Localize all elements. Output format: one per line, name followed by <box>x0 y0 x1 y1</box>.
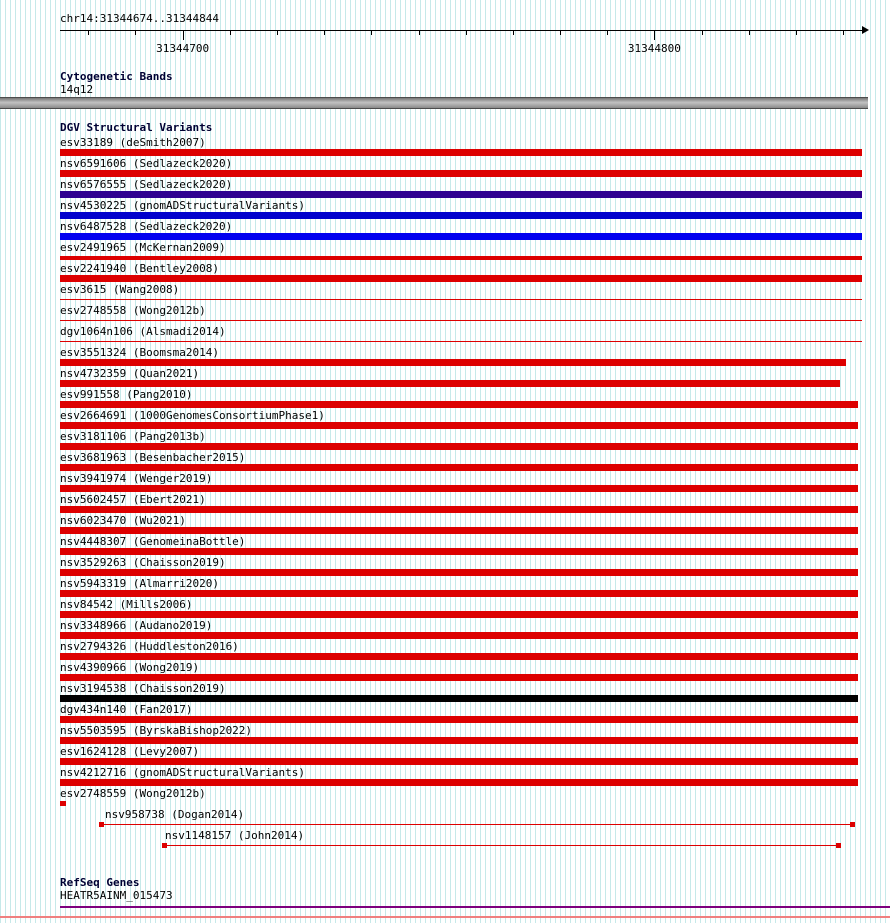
variant-label[interactable]: nsv4530225 (gnomADStructuralVariants) <box>60 199 306 212</box>
variant-row <box>60 745 862 766</box>
variant-bar-track <box>60 737 862 745</box>
variant-bar-track <box>60 191 862 199</box>
variant-label[interactable]: dgv1064n106 (Alsmadi2014) <box>60 325 226 338</box>
variant-bar-track <box>60 401 862 409</box>
variant-label[interactable]: nsv6576555 (Sedlazeck2020) <box>60 178 233 191</box>
breakpoint-marker <box>99 822 104 827</box>
ruler-tick-label: 31344800 <box>627 42 681 55</box>
variant-bar[interactable] <box>60 590 858 597</box>
variant-label[interactable]: esv2748558 (Wong2012b) <box>60 304 206 317</box>
variant-row <box>60 577 862 598</box>
variant-row <box>60 346 862 367</box>
variant-bar-track <box>60 548 862 556</box>
variant-label[interactable]: nsv2794326 (Huddleston2016) <box>60 640 239 653</box>
variant-bar-track <box>60 296 862 304</box>
variant-bar[interactable] <box>60 506 858 513</box>
variant-row <box>60 514 862 535</box>
variant-bar[interactable] <box>60 422 858 429</box>
variant-label[interactable]: esv3615 (Wang2008) <box>60 283 180 296</box>
variant-label[interactable]: nsv5503595 (ByrskaBishop2022) <box>60 724 253 737</box>
variant-row <box>60 493 862 514</box>
variant-bar[interactable] <box>60 569 858 576</box>
breakpoint-marker <box>162 843 167 848</box>
variant-label[interactable]: nsv4390966 (Wong2019) <box>60 661 200 674</box>
variant-bar[interactable] <box>60 359 846 366</box>
variant-label[interactable]: nsv958738 (Dogan2014) <box>105 808 245 821</box>
variant-row <box>60 787 862 808</box>
variant-label[interactable]: nsv5602457 (Ebert2021) <box>60 493 206 506</box>
refseq-track <box>0 876 890 918</box>
variant-row <box>60 766 862 787</box>
variant-bar[interactable] <box>60 464 858 471</box>
breakpoint-marker <box>850 822 855 827</box>
variant-rows <box>60 136 862 850</box>
variant-bar-track <box>60 443 862 451</box>
variant-row <box>60 220 862 241</box>
dgv-title: DGV Structural Variants <box>60 121 213 134</box>
variant-label[interactable]: esv2491965 (McKernan2009) <box>60 241 226 254</box>
variant-bar[interactable] <box>60 320 862 321</box>
gene-line-secondary[interactable] <box>0 916 890 918</box>
variant-row <box>60 304 862 325</box>
variant-label[interactable]: esv2664691 (1000GenomesConsortiumPhase1) <box>60 409 325 422</box>
region-label: chr14:31344674..31344844 <box>60 12 219 25</box>
variant-bar[interactable] <box>60 256 862 260</box>
variant-label[interactable]: nsv3941974 (Wenger2019) <box>60 472 213 485</box>
variant-label[interactable]: esv3181106 (Pang2013b) <box>60 430 206 443</box>
variant-bar[interactable] <box>60 149 862 156</box>
ruler-tick <box>230 31 231 35</box>
variant-bar[interactable] <box>60 191 862 198</box>
variant-bar-track <box>60 611 862 619</box>
variant-bar-track <box>60 674 862 682</box>
variant-row <box>60 157 862 178</box>
variant-bar-track <box>60 275 862 283</box>
variant-bar[interactable] <box>60 758 858 765</box>
ruler-tick <box>371 31 372 35</box>
variant-bar-track <box>60 233 862 241</box>
variant-bar[interactable] <box>60 653 858 660</box>
variant-label[interactable]: esv2241940 (Bentley2008) <box>60 262 219 275</box>
variant-bar-track <box>60 569 862 577</box>
refseq-title: RefSeq Genes <box>60 876 140 889</box>
variant-bar[interactable] <box>60 212 862 219</box>
cytobands-track <box>0 70 890 109</box>
variant-label[interactable]: dgv434n140 (Fan2017) <box>60 703 193 716</box>
ruler-tick <box>513 31 514 35</box>
variant-label[interactable]: nsv3529263 (Chaisson2019) <box>60 556 226 569</box>
variant-bar-track <box>60 779 862 787</box>
variant-bar-track <box>60 758 862 766</box>
variant-bar-track <box>60 632 862 640</box>
ruler-tick <box>796 31 797 35</box>
variant-bar-track <box>60 506 862 514</box>
variant-bar-track <box>60 254 862 262</box>
ruler-tick <box>607 31 608 35</box>
variant-bar[interactable] <box>60 401 858 408</box>
coordinate-ruler <box>60 0 866 64</box>
variant-bar-track <box>60 359 862 367</box>
variant-bar-track <box>60 716 862 724</box>
variant-bar-track <box>60 170 862 178</box>
variant-label[interactable]: nsv5943319 (Almarri2020) <box>60 577 219 590</box>
ruler-tick <box>88 31 89 35</box>
variant-row <box>60 325 862 346</box>
variant-bar-track <box>60 695 862 703</box>
variant-bar-track <box>60 422 862 430</box>
variant-row <box>60 535 862 556</box>
ruler-tick <box>843 31 844 35</box>
variant-label[interactable]: nsv4732359 (Quan2021) <box>60 367 200 380</box>
variant-bar[interactable] <box>100 824 854 825</box>
variant-bar[interactable] <box>60 341 862 342</box>
ruler-line[interactable] <box>60 30 862 64</box>
variant-row <box>60 703 862 724</box>
variant-bar[interactable] <box>60 674 858 681</box>
ruler-tick <box>183 31 184 40</box>
variant-row <box>60 661 862 682</box>
variant-bar[interactable] <box>163 845 840 846</box>
ruler-arrow-icon <box>862 26 869 34</box>
variant-bar-track <box>60 653 862 661</box>
variant-bar-track <box>60 527 862 535</box>
variant-row <box>60 178 862 199</box>
variant-bar[interactable] <box>60 779 858 786</box>
variant-row <box>60 598 862 619</box>
variant-row <box>60 619 862 640</box>
variant-bar[interactable] <box>60 737 858 744</box>
variant-bar-track <box>60 800 862 808</box>
variant-row <box>60 640 862 661</box>
ruler-tick <box>277 31 278 35</box>
ruler-tick <box>702 31 703 35</box>
ruler-tick <box>749 31 750 35</box>
variant-row <box>60 472 862 493</box>
gene-label[interactable]: HEATR5AINM_015473 <box>60 889 173 902</box>
variant-bar[interactable] <box>60 485 858 492</box>
cytoband-bar[interactable] <box>0 97 868 109</box>
gene-line[interactable] <box>60 906 890 908</box>
variant-bar-track <box>60 464 862 472</box>
variant-bar[interactable] <box>60 548 858 555</box>
variant-label[interactable]: nsv84542 (Mills2006) <box>60 598 193 611</box>
variant-bar[interactable] <box>60 443 858 450</box>
variant-row <box>60 367 862 388</box>
variant-label[interactable]: nsv6023470 (Wu2021) <box>60 514 186 527</box>
variant-bar-track <box>60 380 862 388</box>
variant-label[interactable]: esv33189 (deSmith2007) <box>60 136 206 149</box>
variant-bar[interactable] <box>60 632 858 639</box>
variant-bar[interactable] <box>60 170 862 177</box>
variant-row <box>60 808 862 829</box>
variant-label[interactable]: esv3551324 (Boomsma2014) <box>60 346 219 359</box>
ruler-tick <box>654 31 655 40</box>
variant-row <box>60 136 862 157</box>
variant-label[interactable]: esv3681963 (Besenbacher2015) <box>60 451 246 464</box>
ruler-tick <box>466 31 467 35</box>
variant-label[interactable]: nsv6591606 (Sedlazeck2020) <box>60 157 233 170</box>
variant-row <box>60 199 862 220</box>
variant-row <box>60 241 862 262</box>
variant-row <box>60 724 862 745</box>
variant-bar-track <box>60 485 862 493</box>
variant-row <box>60 409 862 430</box>
variant-bar[interactable] <box>60 299 862 300</box>
variant-label[interactable]: nsv6487528 (Sedlazeck2020) <box>60 220 233 233</box>
variant-bar-track <box>60 317 862 325</box>
variant-row <box>60 451 862 472</box>
variant-label[interactable]: nsv4212716 (gnomADStructuralVariants) <box>60 766 306 779</box>
ruler-tick <box>324 31 325 35</box>
variant-row <box>60 388 862 409</box>
cytoband-label: 14q12 <box>60 83 94 96</box>
variant-row <box>60 283 862 304</box>
variant-bar[interactable] <box>60 716 858 723</box>
variant-row <box>60 430 862 451</box>
variant-bar[interactable] <box>60 611 858 618</box>
variant-bar[interactable] <box>60 695 858 702</box>
variant-label[interactable]: nsv3194538 (Chaisson2019) <box>60 682 226 695</box>
variant-bar[interactable] <box>60 233 862 240</box>
variant-label[interactable]: nsv3348966 (Audano2019) <box>60 619 213 632</box>
variant-label[interactable]: esv2748559 (Wong2012b) <box>60 787 206 800</box>
variant-bar-track <box>60 212 862 220</box>
variant-row <box>60 682 862 703</box>
dgv-track <box>0 121 890 850</box>
cytobands-title: Cytogenetic Bands <box>60 70 173 83</box>
variant-bar[interactable] <box>60 275 862 282</box>
variant-row <box>60 829 862 850</box>
variant-bar-track <box>60 821 862 829</box>
variant-label[interactable]: nsv4448307 (GenomeinaBottle) <box>60 535 246 548</box>
variant-row <box>60 556 862 577</box>
variant-bar-track <box>60 149 862 157</box>
breakpoint-marker <box>836 843 841 848</box>
variant-bar[interactable] <box>60 527 858 534</box>
variant-bar-track <box>60 590 862 598</box>
variant-label[interactable]: nsv1148157 (John2014) <box>165 829 305 842</box>
variant-bar[interactable] <box>60 801 66 806</box>
variant-label[interactable]: esv1624128 (Levy2007) <box>60 745 200 758</box>
ruler-tick <box>419 31 420 35</box>
variant-bar[interactable] <box>60 380 840 387</box>
variant-bar-track <box>60 842 862 850</box>
variant-label[interactable]: esv991558 (Pang2010) <box>60 388 193 401</box>
ruler-tick <box>135 31 136 35</box>
variant-bar-track <box>60 338 862 346</box>
variant-row <box>60 262 862 283</box>
ruler-tick <box>560 31 561 35</box>
ruler-tick-label: 31344700 <box>156 42 210 55</box>
